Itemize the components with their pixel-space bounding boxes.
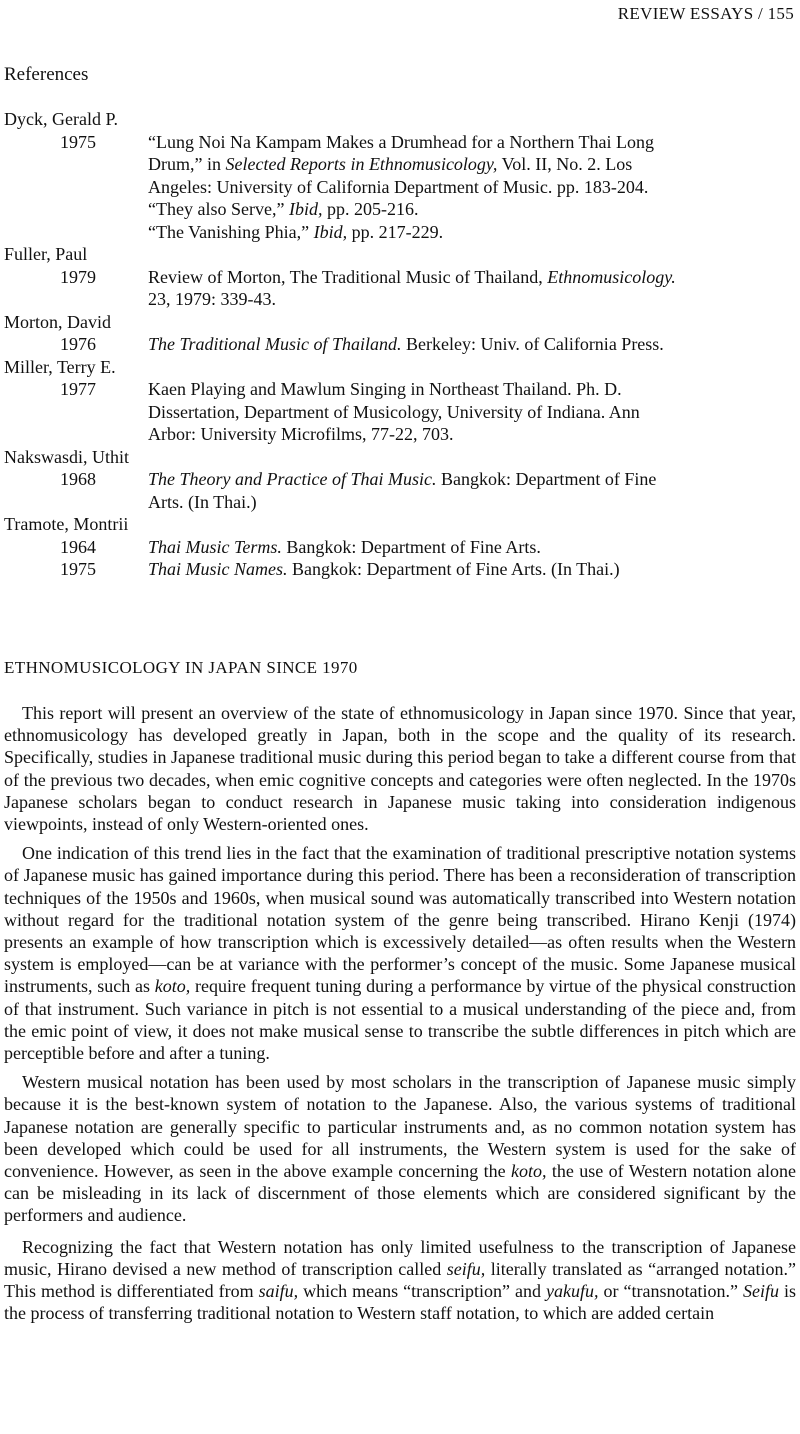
reference-entry [4,378,796,446]
reference-entry [4,266,796,311]
reference-author: Dyck, Gerald P. [4,109,118,129]
body-paragraph: Western musical notation has been used by most scholars in the transcription of Japanese music simply because it is the best-known system of notation to the Japanese. Also, the various systems of traditional Japanese notation are generally specific to particular instruments and, as no common notation system has been developed which could be used for all instruments, the Western system is used for the sake of convenience. However, as seen in the above example concerning the koto, the use of Western notation alone can be misleading in its lack of discernment of those elements which are considered significant by the performers and audience. [4,1072,796,1226]
body-paragraph: Recognizing the fact that Western notation has only limited usefulness to the transcription of Japanese music, Hirano devised a new method of transcription called seifu, literally translated as “arranged notation.” This method is differentiated from saifu, which means “transcription” and yakufu, or “transnotation.” Seifu is the process of transferring traditional notation to Western staff notation, to which are added certain [4,1236,796,1324]
reference-citation: Thai Music Names. Bangkok: Department of Fine Arts. (In Thai.) [148,559,620,579]
references-heading: References [4,64,89,85]
reference-entry [4,468,796,513]
body-paragraph: This report will present an overview of the state of ethnomusicology in Japan since 1970. Since that year, ethnomusicology has developed greatly in Japan, both in the scope and the quality of its research. Specifically, studies in Japanese traditional music during this period began to take a different course from that of the previous two decades, when emic cognitive concepts and categories were often neglected. In the 1970s Japanese scholars began to conduct research in Japanese music taking into consideration indigenous viewpoints, instead of only Western-oriented ones. [4,703,796,835]
body-paragraph: One indication of this trend lies in the fact that the examination of traditional prescriptive notation systems of Japanese music has gained importance during this period. There has been a reconsideration of transcription techniques of the 1950s and 1960s, when musical sound was automatically transcribed into Western notation without regard for the traditional notation system of the genre being transcribed. Hirano Kenji (1974) presents an example of how transcription which is excessively detailed—as often results when the Western system is employed—can be at variance with the performer’s concept of the music. Some Japanese musical instruments, such as koto, require frequent tuning during a performance by virtue of the physical construction of that instrument. Such variance in pitch is not essential to a musical understanding of the piece and, from the emic point of view, it does not make musical sense to transcribe the subtle differences in pitch which are perceptible before and after a tuning. [4,843,796,1064]
reference-citation: The Traditional Music of Thailand. Berkeley: Univ. of California Press. [148,334,664,354]
reference-year: 1968 [60,469,96,489]
reference-entry [4,558,796,581]
reference-year: 1964 [60,536,96,557]
reference-year: 1976 [60,334,96,354]
reference-author: Fuller, Paul [4,244,88,264]
reference-citation: “Lung Noi Na Kampam Makes a Drumhead for a Northern Thai Long Drum,” in Selected Reports in Ethnomusicology, Vol. II, No. 2. Los Angeles: University of California Department of Music. pp. 183-204. “They also Serve,” Ibid, pp. 205-216. “The Vanishing Phia,” Ibid, pp. 217-229. [148,131,655,242]
reference-citation: Review of Morton, The Traditional Music of Thailand, Ethnomusicology. 23, 1979: 339-43. [148,266,676,309]
running-head: REVIEW ESSAYS / 155 [617,4,794,23]
reference-entry [4,536,796,559]
reference-author: Morton, David [4,311,111,332]
reference-author: Tramote, Montrii [4,514,129,534]
reference-author: Nakswasdi, Uthit [4,446,129,467]
reference-citation: Kaen Playing and Mawlum Singing in Northeast Thailand. Ph. D. Dissertation, Department of Musicology, University of Indiana. Ann Arbor: University Microfilms, 77-22, 703. [148,379,640,444]
references-list [4,108,796,581]
reference-citation: The Theory and Practice of Thai Music. Bangkok: Department of Fine Arts. (In Thai.) [148,469,657,512]
article-body [4,702,796,1331]
reference-author: Miller, Terry E. [4,356,116,377]
section-title: ETHNOMUSICOLOGY IN JAPAN SINCE 1970 [4,658,358,677]
reference-citation: Thai Music Terms. Bangkok: Department of Fine Arts. [148,536,541,557]
reference-year: 1975 [60,131,96,152]
reference-entry [4,131,796,244]
reference-entry [4,333,796,356]
reference-year: 1975 [60,559,96,579]
reference-year: 1977 [60,379,96,399]
reference-year: 1979 [60,266,96,287]
